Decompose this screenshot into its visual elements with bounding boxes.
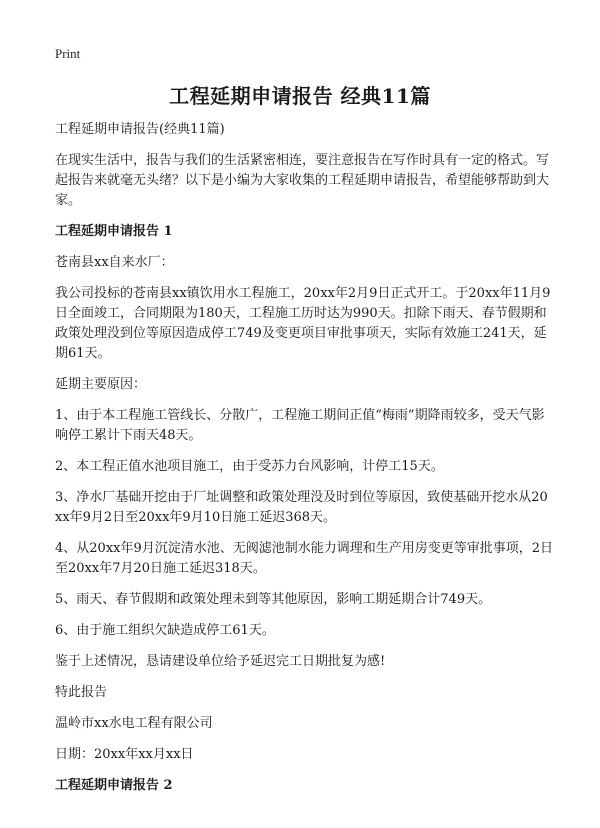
page-title: 工程延期申请报告 经典11篇 [169,84,431,108]
date-line: 日期：20xx年xx月xx日 [55,747,194,762]
document-body [55,120,555,807]
reason-item: 5、雨天、春节假期和政策处理未到等其他原因，影响工期延期合计749天。 [55,592,492,607]
section-heading-2: 工程延期申请报告 2 [55,778,173,793]
section-heading-1: 工程延期申请报告 1 [55,224,173,239]
reason-item: 1、由于本工程施工管线长、分散广，工程施工期间正值“梅雨”期降雨较多，受天气影响停工累计下雨天48天。 [55,408,545,443]
print-link[interactable]: Print [55,46,81,61]
reason-item: 2、本工程正值水池项目施工，由于受苏力台风影响，计停工15天。 [55,459,444,474]
salutation: 苍南县xx自来水厂： [55,255,174,270]
reason-item: 3、净水厂基础开挖由于厂址调整和政策处理没及时到位等原因，致使基础开挖水从20xx年9月2日至20xx年9月10日施工延迟368天。 [55,490,548,525]
reason-item: 4、从20xx年9月沉淀清水池、无阀滤池制水能力调理和生产用房变更等审批事项，2日至20xx年7月20日施工延迟318天。 [55,541,554,576]
request-paragraph: 鉴于上述情况，恳请建设单位给予延迟完工日期批复为感! [55,654,386,669]
intro-paragraph: 在现实生活中，报告与我们的生活紧密相连，要注意报告在写作时具有一定的格式。写起报告来就毫无头绪？以下是小编为大家收集的工程延期申请报告，希望能够帮助到大家。 [55,153,550,208]
company-name: 温岭市xx水电工程有限公司 [55,716,213,731]
reason-item: 6、由于施工组织欠缺造成停工61天。 [55,623,275,638]
document-subtitle: 工程延期申请报告(经典11篇) [55,122,225,137]
reasons-intro: 延期主要原因： [55,377,147,392]
body-paragraph: 我公司投标的苍南县xx镇饮用水工程施工，20xx年2月9日正式开工。于20xx年11月9日全面竣工，合同期限为180天，工程施工历时达为990天。扣除下雨天、春节假期和政策处理没到位等原因造成停工749及变更项目审批事项天，实际有效施工241天，延期61天。 [55,286,551,361]
closing-line: 特此报告 [55,685,108,700]
